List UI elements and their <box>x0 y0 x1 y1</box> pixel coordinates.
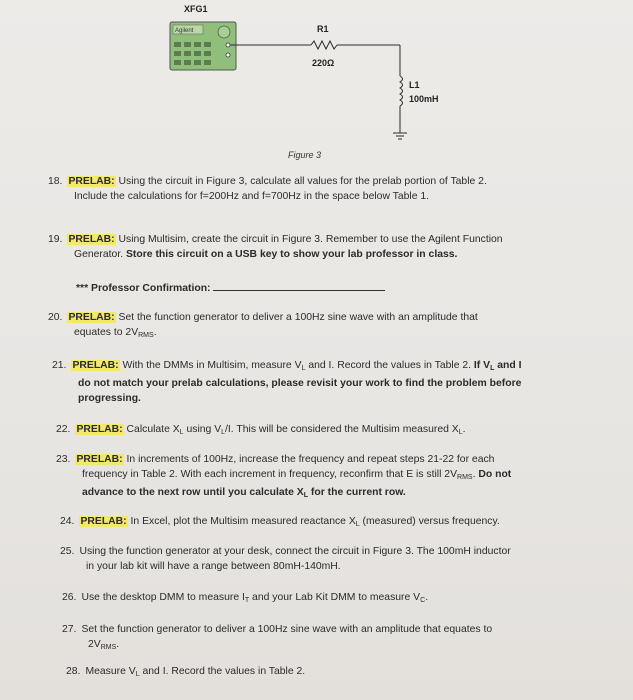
figure-caption: Figure 3 <box>288 150 322 160</box>
step-number: 25. <box>60 546 75 557</box>
prelab-tag: PRELAB: <box>68 312 115 323</box>
step-number: 19. <box>48 234 63 245</box>
confirmation-signature-line[interactable] <box>213 280 385 291</box>
step-19: 19. PRELAB: Using Multisim, create the circuit in Figure 3. Remember to use the Agilent Function Generator. Store this circuit on a USB key to show your lab professor in class. <box>48 234 503 260</box>
step-27: 27. Set the function generator to deliver a 100Hz sine wave with an amplitude that equates to $2V_{RMS}$. <box>62 624 493 651</box>
step-20: 20. PRELAB: Set the function generator to deliver a 100Hz sine wave with an amplitude that equates to $2V_{RMS}$. <box>48 312 478 339</box>
step-26: 26. Use the desktop DMM to measure $I_T$ and your Lab Kit DMM to measure $V_C$. <box>62 592 429 604</box>
step-21: 21. PRELAB: With the DMMs in Multisim, measure $V_L$ and I. Record the values in Table 2. If $V_L$ and I do not match your prelab calculations, please revisit your work to find the problem before progressing. <box>52 360 522 404</box>
step-number: 27. <box>62 624 77 635</box>
step-number: 26. <box>62 592 77 603</box>
step-22: 22. PRELAB: Calculate $X_L$ using $V_L/I$. This will be considered the Multisim measured $X_L$. <box>56 424 466 436</box>
inductor-value: 100mH <box>409 94 439 104</box>
step-number: 22. <box>56 424 71 435</box>
prelab-tag: PRELAB: <box>76 454 123 465</box>
step-number: 23. <box>56 454 71 465</box>
step-number: 20. <box>48 312 63 323</box>
inductor-symbol <box>400 76 403 106</box>
inductor-name: L1 <box>409 80 420 90</box>
resistor-name: R1 <box>317 24 329 34</box>
step-23: 23. PRELAB: In increments of 100Hz, increase the frequency and repeat steps 21-22 for each frequency in Table 2. With each increment in frequency, reconfirm that E is still $2V_{RMS}$. Do not advance to the next row until you calculate $X_L$ for the current row. <box>56 454 512 499</box>
resistor-symbol <box>311 41 337 49</box>
prelab-tag: PRELAB: <box>68 176 115 187</box>
generator-label: XFG1 <box>184 4 208 14</box>
step-18: 18. PRELAB: Using the circuit in Figure 3, calculate all values for the prelab portion of Table 2. Include the calculations for f=200Hz and f=700Hz in the space below Table 1. <box>48 176 487 202</box>
step-25: 25. Using the function generator at your desk, connect the circuit in Figure 3. The 100mH inductor in your lab kit will have a range between 80mH-140mH. <box>60 546 511 572</box>
professor-confirmation: *** Professor Confirmation: <box>76 280 385 296</box>
resistor-value: 220Ω <box>312 58 335 68</box>
step-number: 24. <box>60 516 75 527</box>
step-number: 21. <box>52 360 67 371</box>
prelab-tag: PRELAB: <box>76 424 123 435</box>
prelab-tag: PRELAB: <box>72 360 119 371</box>
prelab-tag: PRELAB: <box>68 234 115 245</box>
step-24: 24. PRELAB: In Excel, plot the Multisim measured reactance $X_L$ (measured) versus frequency. <box>60 516 500 528</box>
prelab-tag: PRELAB: <box>80 516 127 527</box>
circuit-figure <box>0 0 633 160</box>
step-28: 28. Measure $V_L$ and I. Record the values in Table 2. <box>66 666 306 678</box>
generator-brand: Agilent <box>175 28 194 34</box>
step-number: 28. <box>66 666 81 677</box>
step-number: 18. <box>48 176 63 187</box>
